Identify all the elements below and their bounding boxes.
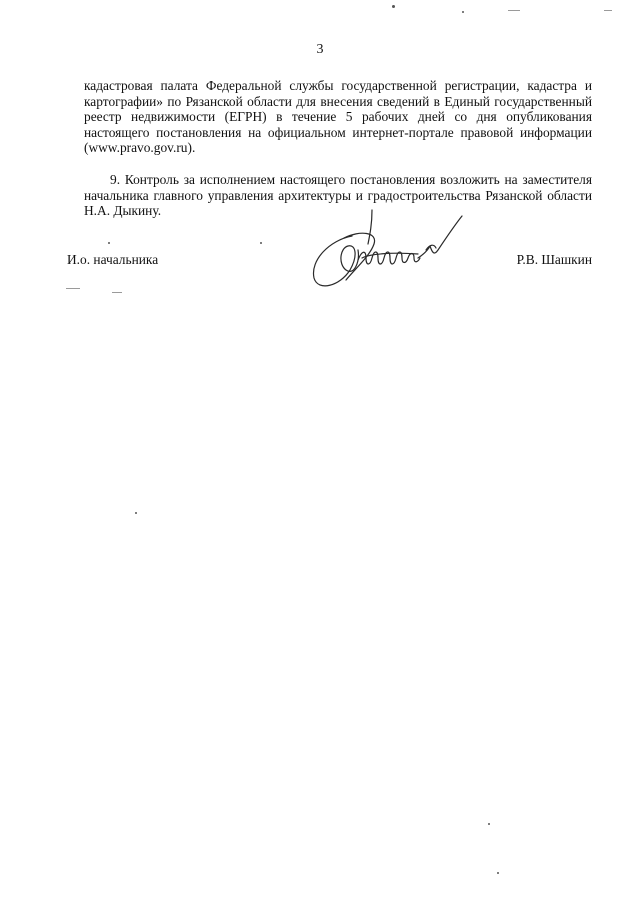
handwritten-signature <box>300 200 470 310</box>
page-number: 3 <box>316 42 324 57</box>
scan-mark <box>66 288 80 289</box>
scan-speck <box>108 242 110 244</box>
scan-speck <box>497 872 499 874</box>
scan-mark <box>112 292 122 293</box>
scan-speck <box>392 5 395 8</box>
signatory-title: И.о. начальника <box>67 252 159 267</box>
scan-speck <box>135 512 137 514</box>
scan-speck <box>488 823 490 825</box>
signatory-name: Р.В. Шашкин <box>516 252 592 267</box>
scan-mark <box>604 10 612 11</box>
scan-speck <box>462 11 464 13</box>
scan-speck <box>260 242 262 244</box>
paragraph-continuation: кадастровая палата Федеральной службы государственной регистрации, кадастра и картографии» по Рязанской области для внесения сведений в Единый государственный реестр недвижимости (ЕГРН) в течение 5 рабочих дней со дня опубликования настоящего постановления на официальном интернет-портале правовой информации (www.pravo.gov.ru). <box>84 78 592 155</box>
paragraph-9: 9. Контроль за исполнением настоящего постановления возложить на заместителя начальника главного управления архитектуры и градостроительства Рязанской области Н.А. Дыкину. <box>84 172 592 218</box>
scan-mark <box>508 10 520 11</box>
